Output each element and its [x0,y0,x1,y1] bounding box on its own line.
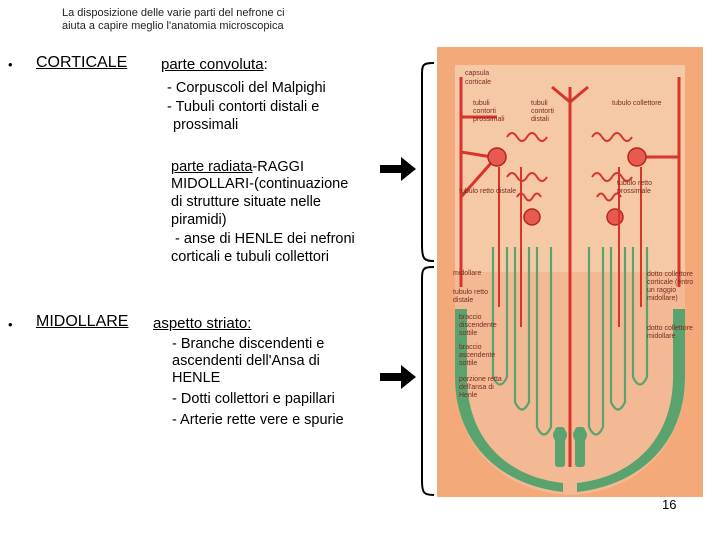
midollare-line-3: HENLE [172,370,221,386]
bracket-midollare-icon [422,267,434,495]
radiata-line-2: corticali e tubuli collettori [171,249,329,265]
label-capsula: capsula corticale [465,70,492,86]
radiata-bold-line-1: MIDOLLARI-(continuazione [171,176,349,192]
radiata-title [171,159,304,176]
bullet-midollare: • [8,317,13,332]
parte-radiata-label: parte radiata [171,159,253,175]
arrow-radiata-icon [380,157,416,181]
midollare-line-1: - Branche discendenti e [172,336,325,352]
header-line-2: aiuta a capire meglio l'anatomia microscopica [62,20,284,32]
corticale-line-2: - Tubuli contorti distali e [167,99,320,115]
corticale-line-3: prossimali [173,117,239,133]
label-porzione-retta: porzione retta dell'ansa di Henle [459,376,502,399]
midollare-title: MIDOLLARE [36,313,129,330]
label-midollare: midollare [453,270,482,277]
bracket-corticale-icon [422,63,434,261]
radiata-title-suffix: -RAGGI [252,159,304,175]
label-tubulo-retto-distale-low: tubulo retto distale [453,289,489,304]
midollare-line-4: - Dotti collettori e papillari [172,391,335,407]
corticale-subtitle [161,56,268,73]
midollare-line-5: - Arterie rette vere e spurie [172,412,344,428]
label-braccio-ascendente: braccio ascendente sottile [459,344,496,367]
label-tubulo-retto-prossimale: tubulo retto prossimale [617,180,653,195]
label-dotto-midollare: dotto collettore midollare [647,325,693,340]
radiata-line-1: - anse di HENLE dei nefroni [171,231,355,247]
label-tubuli-distali: tubuli contorti distali [531,100,554,123]
parte-convoluta-label: parte convoluta [161,56,264,73]
label-braccio-discendente: braccio discendente sottile [459,314,497,337]
corticale-line-1: - Corpuscoli del Malpighi [167,80,326,96]
header-line-1: La disposizione delle varie parti del nefrone ci [62,7,285,19]
aspetto-striato-label: aspetto striato: [153,315,252,332]
label-tubuli-prossimali: tubuli contorti prossimali [473,100,505,123]
corticale-title: CORTICALE [36,54,128,71]
slide-header [62,7,322,33]
parte-convoluta-colon: : [263,56,268,73]
label-tubulo-retto-distale: tubulo retto distale [459,188,517,195]
bullet-corticale: • [8,57,13,72]
radiata-bold-line-3: piramidi) [171,212,227,228]
arrow-midollare-icon [380,365,416,389]
radiata-bold-line-2: di strutture situate nelle [171,194,321,210]
page-number: 16 [662,497,677,512]
nephron-diagram [437,47,703,497]
arrows-and-brackets [380,55,436,500]
midollare-line-2: ascendenti dell'Ansa di [172,353,320,369]
label-tubulo-collettore: tubulo collettore [612,100,662,107]
label-dotto-corticale: dotto collettore corticale (entro un raggio midollare) [647,271,694,302]
